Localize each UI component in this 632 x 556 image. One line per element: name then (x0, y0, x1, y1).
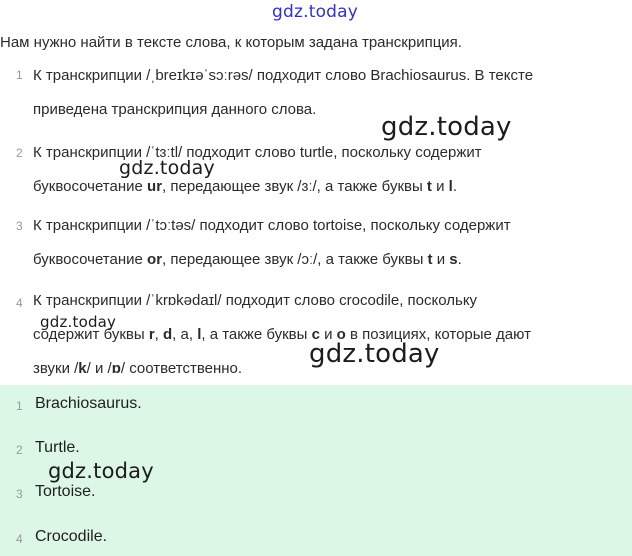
watermark-top: gdz.today (272, 2, 359, 22)
answer-text: Brachiosaurus. (35, 395, 142, 412)
text-run: содержит буквы (33, 326, 149, 343)
item-number: 1 (16, 68, 23, 82)
list-item (33, 284, 613, 386)
bold-letter: k (78, 360, 87, 377)
item-number: 4 (16, 296, 23, 310)
text-run: и (431, 178, 449, 195)
answer-text: Crocodile. (35, 528, 108, 545)
bold-letter: l (448, 178, 453, 195)
text-run: , a, (172, 326, 198, 343)
answer-number: 4 (16, 532, 23, 546)
bold-letter: t (427, 251, 433, 268)
watermark: gdz.today (119, 157, 215, 179)
bold-letter: t (426, 178, 432, 195)
item-number: 2 (16, 146, 23, 160)
text-run: . (452, 178, 457, 195)
answer-row (0, 523, 632, 553)
text-run: , а также буквы (201, 326, 312, 343)
item-line (33, 243, 613, 277)
bold-letter: d (163, 326, 173, 343)
item-line: К транскрипции /ˈkrɒkədaɪl/ подходит слово crocodile, поскольку (33, 292, 478, 309)
watermark: gdz.today (381, 112, 512, 142)
text-run: . (457, 251, 462, 268)
bold-letter: o (336, 326, 346, 343)
text-run: , передающее звук /ɜː/, а также буквы (162, 178, 427, 195)
list-item (33, 59, 613, 127)
text-run: звуки / (33, 360, 79, 377)
item-line: К транскрипции /ˌbreɪkɪəˈsɔːrəs/ подходит слово Brachiosaurus. В тексте (33, 67, 534, 84)
text-run: и (319, 326, 337, 343)
bold-letters: or (147, 251, 163, 268)
answer-text: Tortoise. (35, 483, 96, 500)
text-run: / и / (86, 360, 112, 377)
bold-letter: c (311, 326, 320, 343)
bold-letter: ɒ (111, 360, 121, 377)
item-line: приведена транскрипция данного слова. (33, 101, 317, 118)
bold-letter: s (449, 251, 458, 268)
answer-row (0, 390, 632, 420)
text-run: , передающее звук /ɔː/, а также буквы (162, 251, 428, 268)
text-run: буквосочетание (33, 178, 148, 195)
list-item (33, 209, 613, 277)
answer-number: 2 (16, 443, 23, 457)
text-run: и (432, 251, 450, 268)
text-run: буквосочетание (33, 251, 148, 268)
watermark: gdz.today (48, 459, 154, 483)
text-run: , (154, 326, 163, 343)
intro-text: Нам нужно найти в тексте слова, к которым задана транскрипция. (0, 34, 462, 51)
watermark: gdz.today (309, 339, 440, 369)
watermark: gdz.today (40, 313, 117, 331)
bold-letter: r (148, 326, 155, 343)
bold-letter: l (197, 326, 202, 343)
item-line: К транскрипции /ˈtɜːtl/ подходит слово turtle, поскольку содержит (33, 144, 482, 161)
text-run: / соответственно. (120, 360, 243, 377)
item-number: 3 (16, 219, 23, 233)
answer-number: 3 (16, 487, 23, 501)
bold-letters: ur (147, 178, 163, 195)
answer-number: 1 (16, 399, 23, 413)
text-run: в позициях, которые дают (345, 326, 531, 343)
answer-text: Turtle. (35, 439, 80, 456)
item-line: К транскрипции /ˈtɔːtəs/ подходит слово tortoise, поскольку содержит (33, 217, 511, 234)
